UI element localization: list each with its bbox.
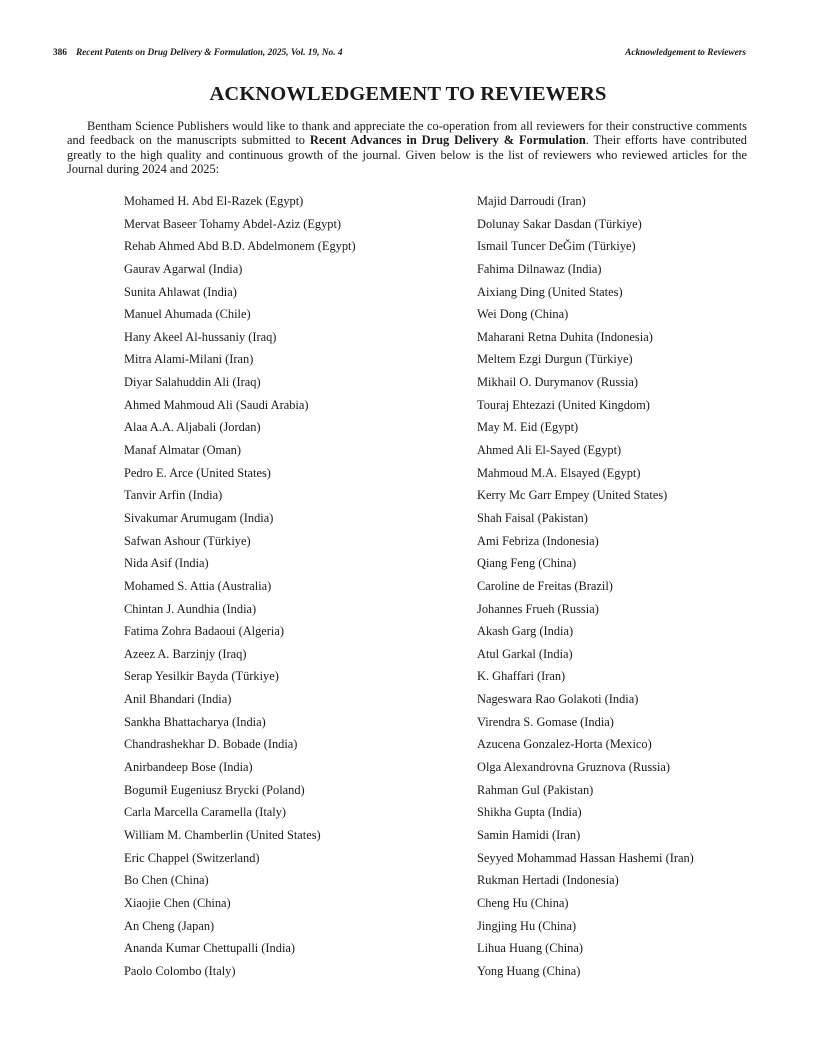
reviewer-entry: Samin Hamidi (Iran) [477, 827, 581, 842]
reviewer-entry: Hany Akeel Al-hussaniy (Iraq) [124, 329, 277, 344]
reviewer-entry: Rukman Hertadi (Indonesia) [477, 873, 619, 888]
reviewer-entry: Cheng Hu (China) [477, 895, 569, 910]
reviewer-entry: Manuel Ahumada (Chile) [124, 307, 251, 322]
reviewer-entry: Mohamed S. Attia (Australia) [124, 578, 272, 593]
reviewer-entry: Manaf Almatar (Oman) [124, 443, 241, 458]
running-head-left [53, 48, 342, 58]
reviewer-entry: Ismail Tuncer DeĞim (Türkiye) [477, 239, 636, 254]
reviewer-entry: Rahman Gul (Pakistan) [477, 782, 594, 797]
reviewer-entry: Wei Dong (China) [477, 307, 569, 322]
reviewer-entry: Nida Asif (India) [124, 556, 209, 571]
section-title: Acknowledgement to Reviewers [625, 48, 746, 58]
reviewer-entry: Ananda Kumar Chettupalli (India) [124, 941, 296, 956]
reviewer-entry: Mitra Alami-Milani (Iran) [124, 352, 254, 367]
reviewer-entry: Ahmed Ali El-Sayed (Egypt) [477, 443, 622, 458]
reviewer-entry: K. Ghaffari (Iran) [477, 669, 566, 684]
reviewer-entry: Ahmed Mahmoud Ali (Saudi Arabia) [124, 397, 309, 412]
reviewer-entry: Akash Garg (India) [477, 624, 574, 639]
reviewer-entry: Shah Faisal (Pakistan) [477, 510, 588, 525]
reviewer-column-left [124, 192, 477, 984]
reviewer-entry: Xiaojie Chen (China) [124, 895, 231, 910]
reviewer-entry: Olga Alexandrovna Gruznova (Russia) [477, 760, 671, 775]
reviewer-entry: Mohamed H. Abd El-Razek (Egypt) [124, 194, 304, 208]
reviewer-entry: Anirbandeep Bose (India) [124, 760, 253, 775]
reviewer-entry: Johannes Frueh (Russia) [477, 601, 599, 616]
reviewer-entry: Bogumił Eugeniusz Brycki (Poland) [124, 782, 305, 797]
reviewer-entry: Pedro E. Arce (United States) [124, 465, 271, 480]
reviewer-entry: Caroline de Freitas (Brazil) [477, 578, 613, 593]
journal-citation: Recent Patents on Drug Delivery & Formulation, 2025, Vol. 19, No. 4 [75, 48, 343, 58]
reviewer-entry: Sankha Bhattacharya (India) [124, 714, 266, 729]
intro-text-after: . Their efforts have contributed greatly to the high quality and continuous growth of the journal. Given below is the list of reviewers who reviewed articles for the Journal during 2024 and 2025: [67, 133, 748, 177]
reviewer-entry: Lihua Huang (China) [477, 941, 583, 956]
reviewer-entry: Fahima Dilnawaz (India) [477, 261, 602, 276]
reviewer-entry: Alaa A.A. Aljabali (Jordan) [124, 420, 261, 435]
reviewer-entry: Fatima Zohra Badaoui (Algeria) [124, 624, 284, 639]
reviewer-entry: Touraj Ehtezazi (United Kingdom) [477, 397, 650, 412]
reviewer-entry: Rehab Ahmed Abd B.D. Abdelmonem (Egypt) [124, 239, 356, 254]
reviewer-entry: Eric Chappel (Switzerland) [124, 850, 260, 865]
reviewer-entry: Mikhail O. Durymanov (Russia) [477, 375, 639, 390]
page-title: ACKNOWLEDGEMENT TO REVIEWERS [209, 83, 607, 105]
running-head [53, 48, 746, 62]
reviewer-entry: Qiang Feng (China) [477, 556, 577, 571]
reviewer-entry: Maharani Retna Duhita (Indonesia) [477, 329, 653, 344]
reviewer-entry: Carla Marcella Caramella (Italy) [124, 805, 287, 820]
reviewer-entry: Safwan Ashour (Türkiye) [124, 533, 251, 548]
reviewer-entry: Shikha Gupta (India) [477, 805, 582, 820]
reviewer-entry: Bo Chen (China) [124, 873, 209, 888]
reviewer-entry: Sivakumar Arumugam (India) [124, 510, 274, 525]
reviewer-entry: Mervat Baseer Tohamy Abdel-Aziz (Egypt) [124, 216, 342, 231]
reviewer-entry: Gaurav Agarwal (India) [124, 261, 243, 276]
reviewer-entry: Tanvir Arfin (India) [124, 488, 223, 503]
reviewer-entry: Azucena Gonzalez-Horta (Mexico) [477, 737, 652, 752]
reviewer-entry: Kerry Mc Garr Empey (United States) [477, 488, 668, 503]
reviewer-entry: Chintan J. Aundhia (India) [124, 601, 257, 616]
reviewer-entry: Atul Garkal (India) [477, 646, 573, 661]
reviewer-column-right [477, 192, 777, 984]
reviewer-entry: Aixiang Ding (United States) [477, 284, 623, 299]
journal-name: Recent Advances in Drug Delivery & Formulation [309, 133, 586, 148]
reviewer-entry: Seyyed Mohammad Hassan Hashemi (Iran) [477, 850, 694, 865]
reviewer-entry: An Cheng (Japan) [124, 918, 215, 933]
reviewer-entry: Chandrashekhar D. Bobade (India) [124, 737, 298, 752]
reviewer-list [124, 192, 784, 984]
reviewer-entry: Serap Yesilkir Bayda (Türkiye) [124, 669, 279, 684]
reviewer-entry: Azeez A. Barzinjy (Iraq) [124, 646, 247, 661]
reviewer-entry: Meltem Ezgi Durgun (Türkiye) [477, 352, 633, 367]
reviewer-entry: Ami Febriza (Indonesia) [477, 533, 599, 548]
reviewer-entry: Dolunay Sakar Dasdan (Türkiye) [477, 216, 642, 231]
reviewer-entry: Yong Huang (China) [477, 963, 581, 978]
intro-paragraph [67, 119, 747, 177]
page-number: 386 [53, 48, 67, 58]
reviewer-entry: Anil Bhandari (India) [124, 692, 232, 707]
reviewer-entry: Virendra S. Gomase (India) [477, 714, 614, 729]
reviewer-entry: Majid Darroudi (Iran) [477, 194, 586, 208]
reviewer-entry: Mahmoud M.A. Elsayed (Egypt) [477, 465, 641, 480]
intro-text-before: Bentham Science Publishers would like to thank and appreciate the co-operation from all reviewers for their constructive comments and feedback on the manuscripts submitted to [67, 119, 747, 148]
reviewer-entry: Nageswara Rao Golakoti (India) [477, 692, 639, 707]
reviewer-entry: Sunita Ahlawat (India) [124, 284, 237, 299]
reviewer-entry: Jingjing Hu (China) [477, 918, 577, 933]
reviewer-entry: William M. Chamberlin (United States) [124, 827, 321, 842]
reviewer-entry: Diyar Salahuddin Ali (Iraq) [124, 375, 261, 390]
reviewer-entry: May M. Eid (Egypt) [477, 420, 579, 435]
reviewer-entry: Paolo Colombo (Italy) [124, 963, 236, 978]
